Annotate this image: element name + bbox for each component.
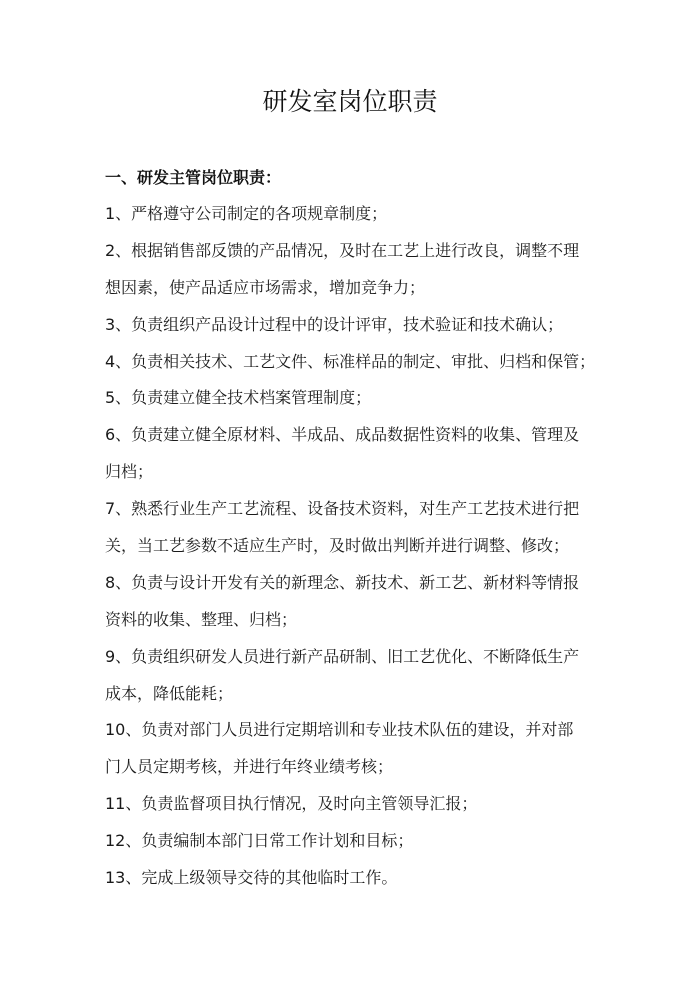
duty-line: 12、负责编制本部门日常工作计划和目标； (105, 831, 414, 851)
duty-line: 5、负责建立健全技术档案管理制度； (105, 388, 372, 408)
duty-line: 6、负责建立健全原材料、半成品、成品数据性资料的收集、管理及 (105, 425, 580, 445)
duty-line: 资料的收集、整理、归档； (105, 609, 298, 629)
duty-line: 关，当工艺参数不适应生产时，及时做出判断并进行调整、修改； (105, 536, 570, 556)
duty-line: 成本，降低能耗； (105, 683, 234, 703)
duty-line: 4、负责相关技术、工艺文件、标准样品的制定、审批、归档和保管； (105, 351, 596, 371)
section-heading: 一、研发主管岗位职责： (105, 168, 282, 187)
duty-line: 1、严格遵守公司制定的各项规章制度； (105, 204, 388, 223)
duty-line: 7、熟悉行业生产工艺流程、设备技术资料，对生产工艺技术进行把 (105, 499, 580, 519)
duty-line: 13、完成上级领导交待的其他临时工作。 (105, 868, 398, 888)
document-title: 研发室岗位职责 (262, 87, 438, 116)
duty-line: 10、负责对部门人员进行定期培训和专业技术队伍的建设，并对部 (105, 720, 574, 740)
duty-line: 归档； (105, 462, 154, 482)
duty-line: 想因素，使产品适应市场需求，增加竞争力； (105, 277, 426, 297)
duty-line: 3、负责组织产品设计过程中的设计评审，技术验证和技术确认； (105, 314, 564, 334)
duty-line: 9、负责组织研发人员进行新产品研制、旧工艺优化、不断降低生产 (105, 646, 580, 666)
duty-line: 11、负责监督项目执行情况，及时向主管领导汇报； (105, 794, 478, 814)
duty-line: 门人员定期考核，并进行年终业绩考核； (105, 757, 394, 777)
duties-list (105, 200, 605, 901)
duty-line: 2、根据销售部反馈的产品情况，及时在工艺上进行改良，调整不理 (105, 240, 580, 260)
duty-line: 8、负责与设计开发有关的新理念、新技术、新工艺、新材料等情报 (105, 572, 580, 592)
